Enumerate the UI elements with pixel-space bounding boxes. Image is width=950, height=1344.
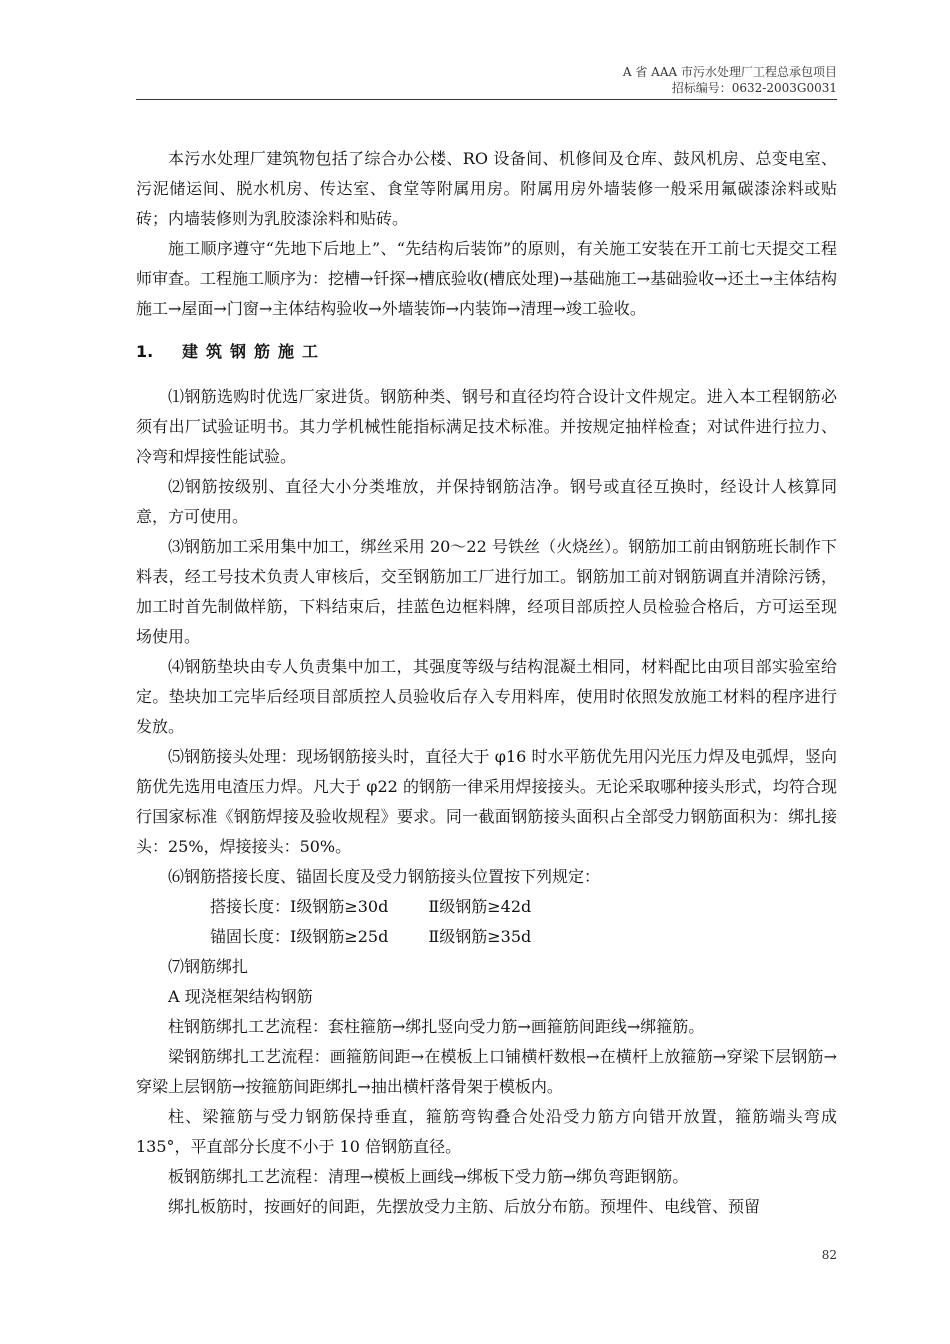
anchor-length-row <box>136 922 837 952</box>
anchor-length-grade-2: Ⅱ级钢筋≥35d <box>428 927 532 946</box>
item-4: ⑷钢筋垫块由专人负责集中加工，其强度等级与结构混凝土相同，材料配比由项目部实验室给定。垫块加工完毕后经项目部质控人员验收后存入专用料库，使用时依照发放施工材料的程序进行发放。 <box>136 657 837 736</box>
slab-rebar-binding: 绑扎板筋时，按画好的间距，先摆放受力主筋、后放分布筋。预埋件、电线管、预留 <box>168 1197 761 1216</box>
slab-rebar-process: 板钢筋绑扎工艺流程：清理→模板上画线→绑板下受力筋→绑负弯距钢筋。 <box>168 1167 689 1186</box>
section-number: 1. <box>136 342 154 361</box>
beam-rebar-process: 梁钢筋绑扎工艺流程：画箍筋间距→在模板上口铺横杆数根→在横杆上放箍筋→穿梁下层钢筋→穿梁上层钢筋→按箍筋间距绑扎→抽出横杆落骨架于模板内。 <box>136 1047 837 1096</box>
section-title: 建筑钢筋施工 <box>182 342 327 361</box>
page-number: 82 <box>821 1248 837 1262</box>
anchor-length-grade-1: Ⅰ级钢筋≥25d <box>290 927 389 946</box>
page-header <box>136 64 837 100</box>
item-5: ⑸钢筋接头处理：现场钢筋接头时，直径大于 φ16 时水平筋优先用闪光压力焊及电弧焊，竖向筋优先选用电渣压力焊。凡大于 φ22 的钢筋一律采用焊接接头。无论采取哪种接头形式，均符合现行国家标准《钢筋焊接及验收规程》要求。同一截面钢筋接头面积占全部受力钢筋面积为：绑扎接头：25%，焊接接头：50%。 <box>136 747 837 856</box>
item-6: ⑹钢筋搭接长度、锚固长度及受力钢筋接头位置按下列规定： <box>168 867 601 886</box>
lap-length-label: 搭接长度： <box>210 897 291 916</box>
intro-paragraph-1: 本污水处理厂建筑物包括了综合办公楼、RO 设备间、机修间及仓库、鼓风机房、总变电室、污泥储运间、脱水机房、传达室、食堂等附属用房。附属用房外墙装修一般采用氟碳漆涂料或贴砖；内墙装修则为乳胶漆涂料和贴砖。 <box>136 149 837 228</box>
page-content <box>136 144 837 1222</box>
item-7-subheading: A 现浇框架结构钢筋 <box>168 987 313 1006</box>
lap-length-grade-1: Ⅰ级钢筋≥30d <box>290 897 389 916</box>
item-1: ⑴钢筋选购时优选厂家进货。钢筋种类、钢号和直径均符合设计文件规定。进入本工程钢筋必须有出厂试验证明书。其力学机械性能指标满足技术标准。并按规定抽样检查；对试件进行拉力、冷弯和焊接性能试验。 <box>136 387 837 466</box>
anchor-length-label: 锚固长度： <box>210 927 291 946</box>
header-project: A 省 AAA 市污水处理厂工程总承包项目 <box>622 65 837 79</box>
column-rebar-process: 柱钢筋绑扎工艺流程：套柱箍筋→绑扎竖向受力筋→画箍筋间距线→绑箍筋。 <box>168 1017 705 1036</box>
intro-paragraph-2: 施工顺序遵守“先地下后地上”、“先结构后装饰”的原则，有关施工安装在开工前七天提交工程师审查。工程施工顺序为：挖槽→钎探→槽底验收(槽底处理)→基础施工→基础验收→还土→主体结构施工→屋面→门窗→主体结构验收→外墙装饰→内装饰→清理→竣工验收。 <box>136 239 837 318</box>
header-tender-number: 招标编号：0632-2003G0031 <box>671 81 837 95</box>
lap-length-row <box>136 892 837 922</box>
item-3: ⑶钢筋加工采用集中加工，绑丝采用 20～22 号铁丝（火烧丝）。钢筋加工前由钢筋班长制作下料表，经工号技术负责人审核后，交至钢筋加工厂进行加工。钢筋加工前对钢筋调直并清除污锈，加工时首先制做样筋，下料结束后，挂蓝色边框料牌，经项目部质控人员检验合格后，方可运至现场使用。 <box>136 537 837 646</box>
item-2: ⑵钢筋按级别、直径大小分类堆放，并保持钢筋洁净。钢号或直径互换时，经设计人核算同意，方可使用。 <box>136 477 837 526</box>
item-7: ⑺钢筋绑扎 <box>168 957 249 976</box>
lap-length-grade-2: Ⅱ级钢筋≥42d <box>428 897 532 916</box>
section-heading <box>136 332 837 372</box>
stirrup-requirements: 柱、梁箍筋与受力钢筋保持垂直，箍筋弯钩叠合处沿受力筋方向错开放置，箍筋端头弯成 135°，平直部分长度不小于 10 倍钢筋直径。 <box>136 1107 837 1156</box>
